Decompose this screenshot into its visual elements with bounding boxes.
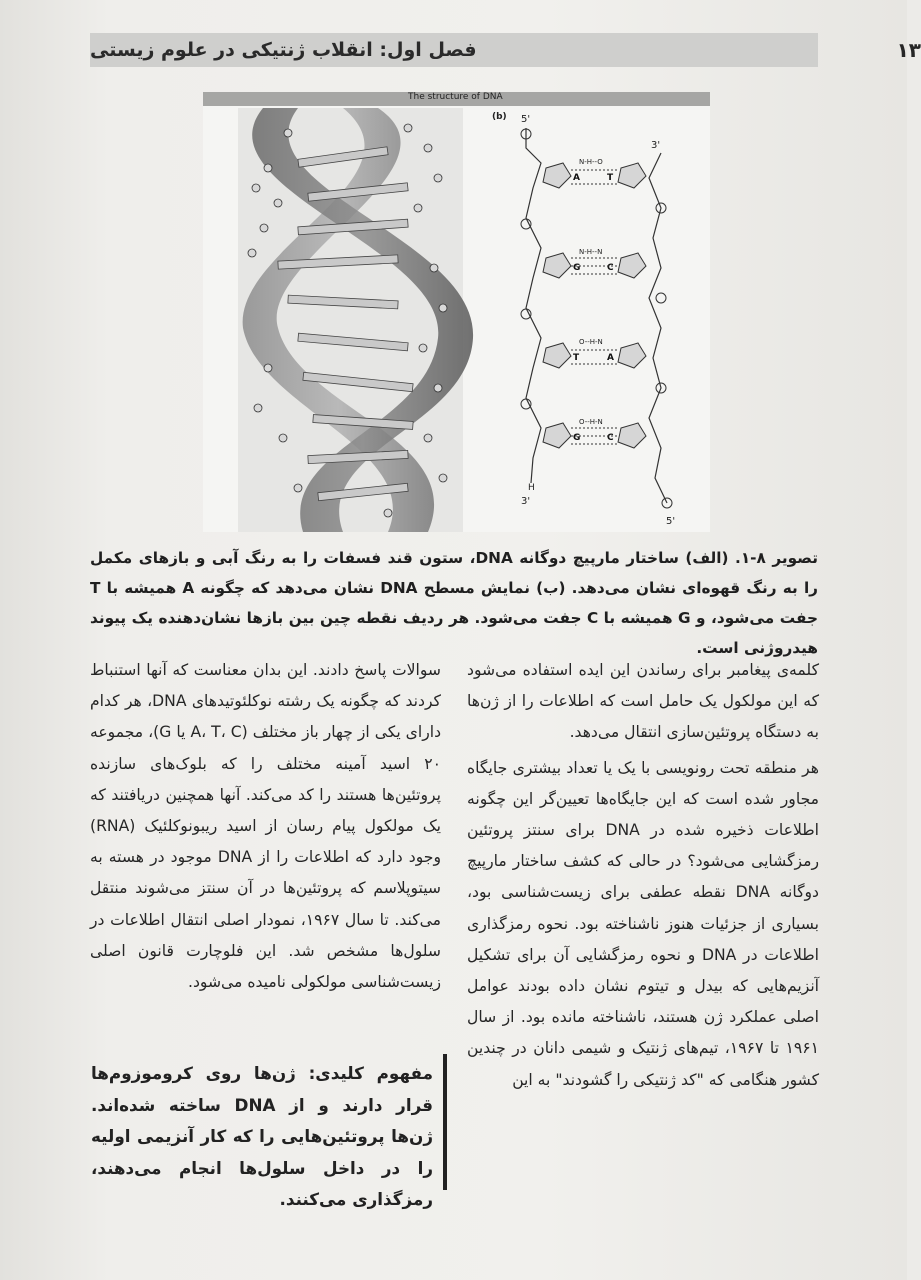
base-left-1: A	[573, 173, 580, 183]
figure-banner	[203, 92, 710, 106]
key-concept-box	[91, 1054, 447, 1209]
base-pairing-diagram	[471, 108, 701, 526]
base-left-3: T	[573, 353, 580, 363]
text-column-left	[90, 655, 441, 998]
five-prime-bottom: 5'	[666, 516, 676, 527]
chapter-title: فصل اول: انقلاب ژنتیکی در علوم زیستی	[90, 39, 477, 61]
figure-caption: تصویر ۸-۱. (الف) ساختار مارپیچ دوگانه DNA، ستون قند فسفات را به رنگ آبی و بازهای مکمل را به رنگ قهوه‌ای نشان می‌دهد. (ب) نمایش مسطح DNA نشان می‌دهد که چگونه A همیشه با T جفت می‌شود، و G همیشه با C جفت می‌شود. هر ردیف نقطه چین بین بازها نشان‌دهنده یک پیوند هیدروژنی است.	[90, 549, 818, 657]
base-right-1: T	[607, 173, 614, 183]
bond-label-4: O--H-N	[579, 418, 603, 426]
dna-figure	[203, 92, 710, 532]
hydrogen-label: H	[528, 483, 535, 493]
bond-label-2: N-H--N	[579, 248, 603, 256]
three-prime-top: 3'	[651, 140, 661, 151]
three-prime-bottom: 3'	[521, 496, 531, 507]
double-helix-illustration	[238, 108, 463, 532]
figure-banner-title: The structure of DNA	[408, 92, 503, 102]
right-paragraph-2: هر منطقه تحت رونویسی با یک یا تعداد بیشتری جایگاه مجاور شده است که این جایگاه‌ها تعیین‌گر این چگونه اطلاعات ذخیره شده در DNA برای سنتز پروتئین رمزگشایی می‌شود؟ در حالی که کشف ساختار مارپیچ دوگانه DNA نقطه عطفی برای زیست‌شناسی بود، بسیاری از جزئیات هنوز ناشناخته بود. نحوه رمزگذاری اطلاعات در DNA و نحوه رمزگشایی آن برای تشکیل آنزیم‌هایی که بیدل و تیتوم نشان داده بودند عوامل اصلی عملکرد ژن هستند، ناشناخته مانده بود. از سال ۱۹۶۱ تا ۱۹۶۷، تیم‌های ژنتیک و شیمی دانان در چندین کشور هنگامی که "کد ژنتیکی را گشودند" به این	[467, 758, 820, 1089]
right-paragraph-1: کلمه‌ی پیغامبر برای رساندن این ایده استفاده می‌شود که این مولکول یک حامل است که اطلاعات را از ژن‌ها به دستگاه پروتئین‌سازی انتقال می‌دهد.	[467, 661, 819, 742]
five-prime-top: 5'	[521, 114, 531, 125]
panel-b-label: (b)	[492, 112, 507, 122]
key-concept-text: مفهوم کلیدی: ژن‌ها روی کروموزوم‌ها قرار دارند و از DNA ساخته شده‌اند. ژن‌ها پروتئین‌هایی را که کار آنزیمی اولیه را در داخل سلول‌ها انجام می‌دهند، رمزگذاری می‌کنند.	[91, 1063, 433, 1209]
left-paragraph-1: سوالات پاسخ دادند. این بدان معناست که آنها استنباط کردند که چگونه یک رشته نوکلئوتیدهای DNA، هر کدام دارای یکی از چهار باز مختلف (A، T، C یا G)، مجموعه ۲۰ اسید آمینه مختلف را که بلوک‌های سازنده پروتئین‌ها هستند را کد می‌کند. آنها همچنین دریافتند که یک مولکول پیام رسان از اسید ریبونوکلئیک (RNA) وجود دارد که اطلاعات را از DNA موجود در هسته به سیتوپلاسم که پروتئین‌ها در آن سنتز می‌شوند منتقل می‌کند. تا سال ۱۹۶۷، نمودار اصلی انتقال اطلاعات در سلول‌ها مشخص شد. این فلوچارت قانون اصلی زیست‌شناسی مولکولی نامیده می‌شود.	[90, 661, 442, 992]
base-left-2: G	[573, 263, 581, 273]
flat-dna-diagram	[471, 108, 701, 526]
bond-label-1: N-H--O	[579, 158, 603, 166]
base-left-4: G	[573, 433, 581, 443]
base-right-2: C	[607, 263, 614, 273]
text-column-right	[467, 655, 819, 1096]
bond-label-3: O--H-N	[579, 338, 603, 346]
base-right-3: A	[607, 353, 614, 363]
page-header	[90, 33, 921, 67]
base-right-4: C	[607, 433, 614, 443]
double-helix-icon	[238, 108, 463, 532]
page-number: ۱۳	[896, 38, 921, 62]
